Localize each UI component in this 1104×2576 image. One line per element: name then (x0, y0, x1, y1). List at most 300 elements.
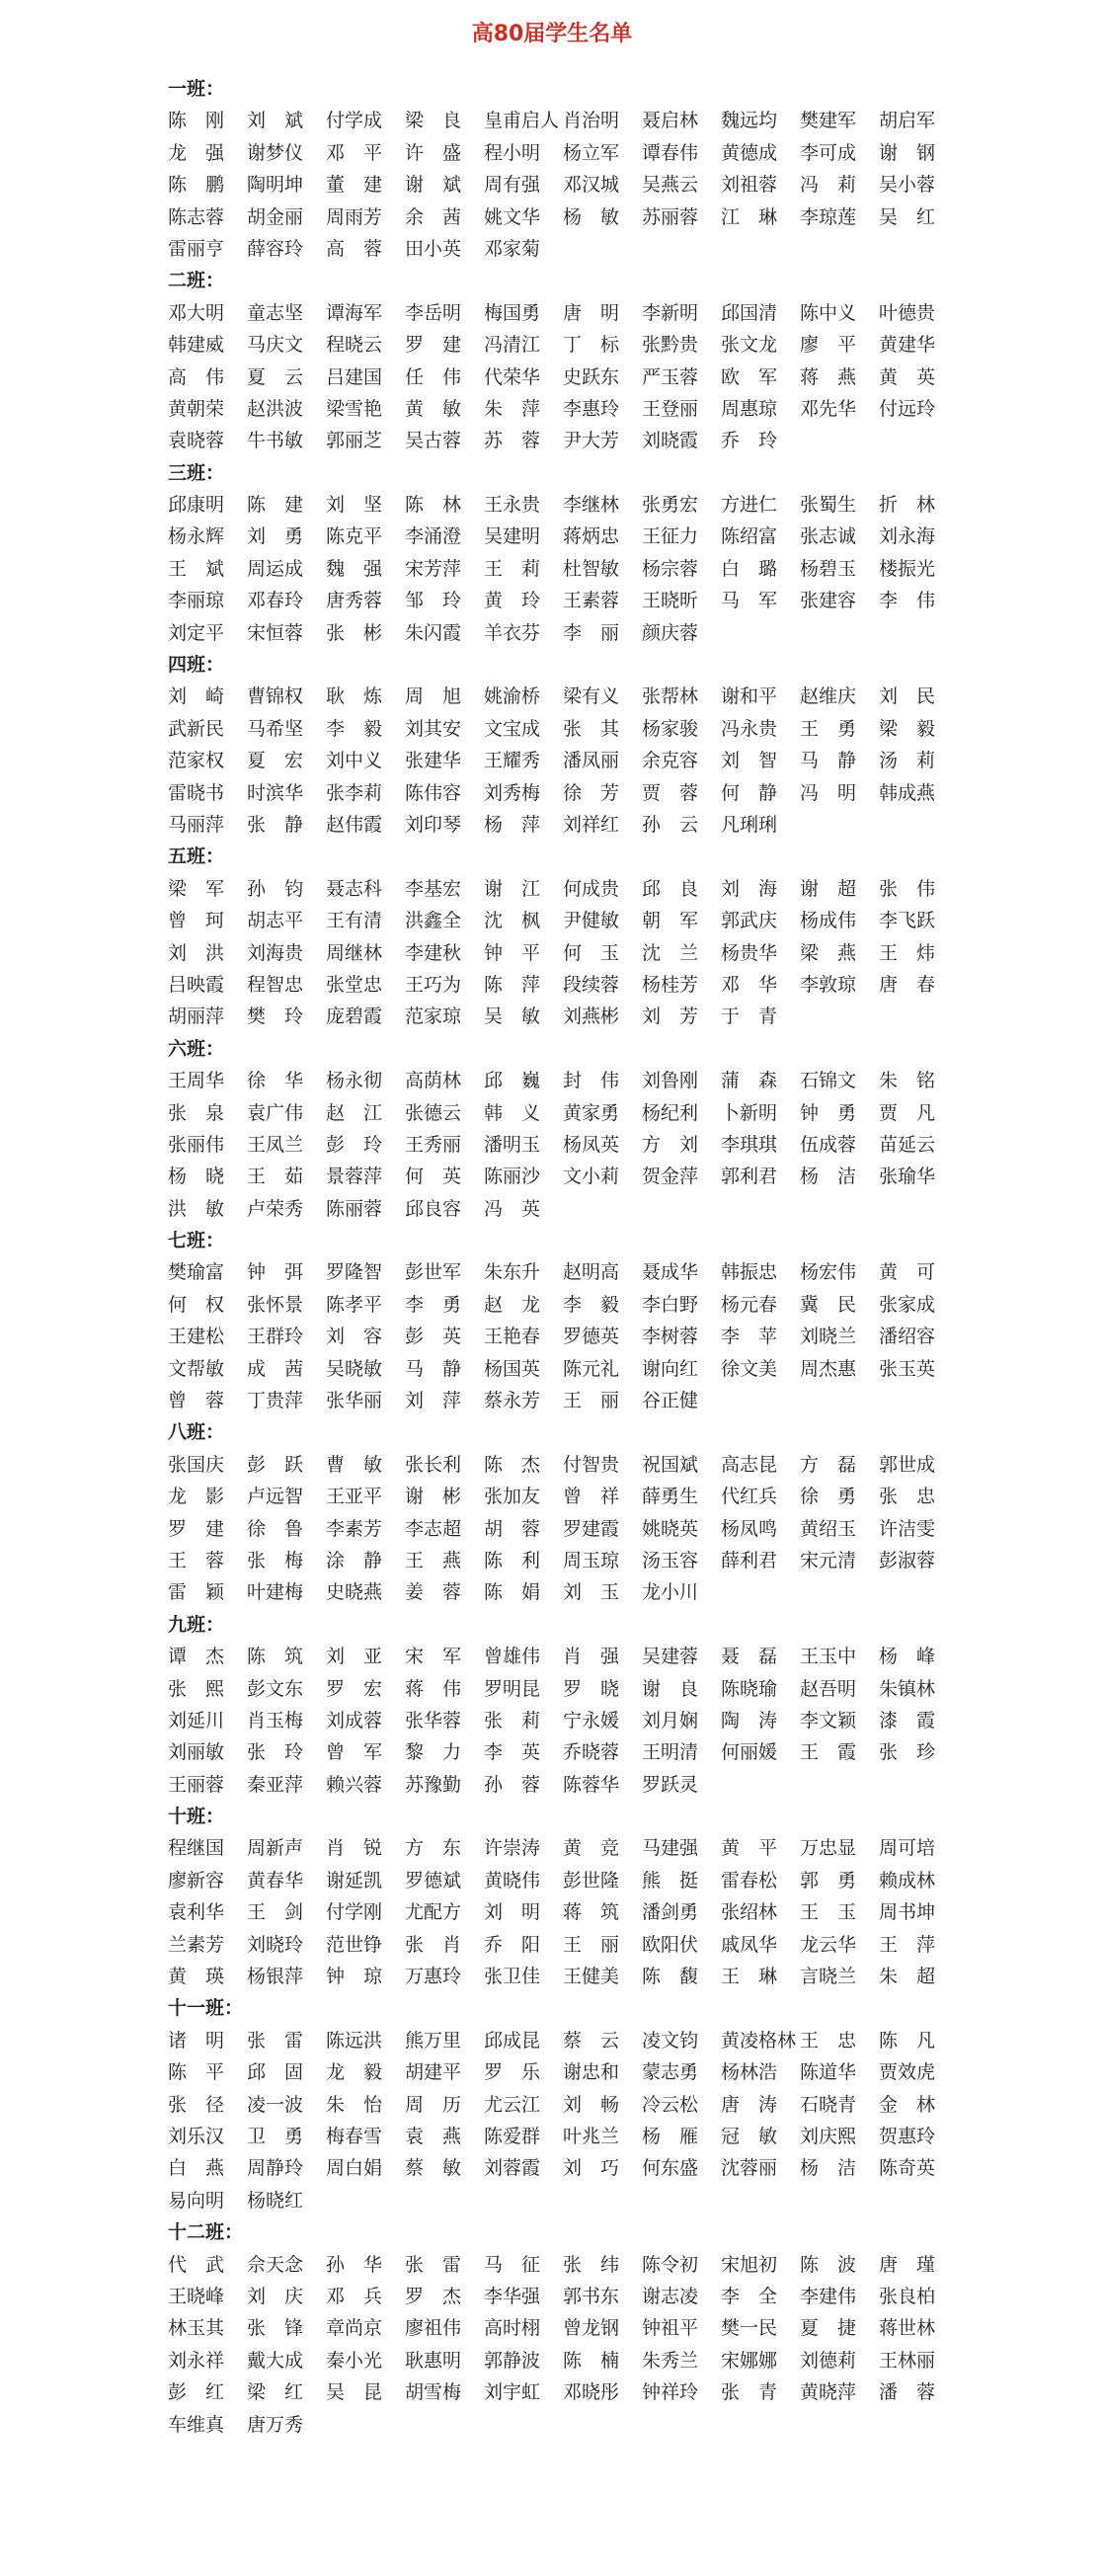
student-name: 诸 明 (168, 2029, 225, 2052)
student-name: 夏 捷 (800, 2317, 857, 2340)
student-name: 张李莉 (326, 781, 383, 804)
student-name: 蔡 云 (563, 2029, 620, 2052)
student-name: 程晓云 (326, 334, 383, 357)
student-name: 罗 建 (405, 334, 462, 357)
student-name: 唐 明 (563, 301, 620, 324)
student-name: 邓家菊 (484, 237, 541, 260)
student-name: 陈 馥 (642, 1966, 699, 1988)
name-row (168, 425, 958, 456)
student-name: 谢志凌 (642, 2285, 699, 2307)
student-name: 苗延云 (879, 1133, 936, 1156)
student-name: 李建伟 (800, 2285, 857, 2307)
student-name: 尤配方 (405, 1901, 462, 1924)
student-name: 秦小光 (326, 2349, 383, 2372)
student-name: 折 林 (879, 494, 936, 517)
name-row (168, 681, 958, 712)
student-name: 肖玉梅 (247, 1709, 304, 1731)
name-row (168, 873, 958, 905)
student-name: 冯 莉 (800, 174, 857, 197)
student-name: 姜 蓉 (405, 1581, 462, 1604)
student-name: 罗 晓 (563, 1677, 620, 1700)
student-name: 王群玲 (247, 1326, 304, 1348)
student-name: 李白野 (642, 1293, 699, 1316)
student-name: 刘 崎 (168, 685, 225, 708)
student-name: 宋恒蓉 (247, 621, 304, 644)
student-name: 蔡 敏 (405, 2157, 462, 2180)
student-name: 程继国 (168, 1837, 225, 1860)
name-row (168, 1481, 958, 1512)
student-name: 周杰惠 (800, 1357, 857, 1380)
student-name: 周继林 (326, 941, 383, 964)
class-section (168, 1992, 958, 2216)
student-name: 王 茹 (247, 1166, 304, 1188)
name-row (168, 233, 958, 265)
student-name: 彭 英 (405, 1326, 462, 1348)
name-row (168, 201, 958, 233)
student-name: 白 璐 (721, 557, 778, 580)
student-name: 王晓昕 (642, 590, 699, 612)
name-row (168, 1129, 958, 1161)
student-name: 范家琼 (405, 1006, 462, 1028)
name-row (168, 2025, 958, 2056)
student-name: 陈元礼 (563, 1357, 620, 1380)
student-name: 羊衣芬 (484, 621, 541, 644)
student-name: 乔晓蓉 (563, 1741, 620, 1764)
student-name: 赵维庆 (800, 685, 857, 708)
student-name: 任 伟 (405, 365, 462, 388)
student-name: 郭武庆 (721, 910, 778, 932)
student-name: 薛勇生 (642, 1486, 699, 1508)
student-name: 李岳明 (405, 301, 462, 324)
student-name: 蒋 伟 (405, 1677, 462, 1700)
student-name: 赵吾明 (800, 1677, 857, 1700)
student-name: 刘 畅 (563, 2093, 620, 2116)
student-name: 姚文华 (484, 205, 541, 228)
name-row (168, 777, 958, 809)
student-name: 乔 玲 (721, 430, 778, 452)
student-name: 马庆文 (247, 334, 304, 357)
student-name: 聂成华 (642, 1261, 699, 1284)
student-name: 王健美 (563, 1966, 620, 1988)
student-name: 谢忠和 (563, 2061, 620, 2084)
name-row (168, 2409, 958, 2441)
student-name: 罗建霞 (563, 1517, 620, 1540)
student-name: 潘明玉 (484, 1133, 541, 1156)
name-row (168, 2056, 958, 2088)
student-name: 杨贵华 (721, 941, 778, 964)
student-name: 刘 芳 (642, 1006, 699, 1028)
student-name: 刘祖蓉 (721, 174, 778, 197)
student-name: 高 蓉 (326, 237, 383, 260)
student-name: 刘 智 (721, 750, 778, 772)
name-row (168, 905, 958, 936)
student-name: 聂 磊 (721, 1646, 778, 1668)
student-name: 何 静 (721, 781, 778, 804)
student-name: 陈克平 (326, 525, 383, 548)
student-name: 朱 萍 (484, 397, 541, 420)
student-name: 洪鑫全 (405, 910, 462, 932)
student-name: 陈奇英 (879, 2157, 936, 2180)
student-name: 黄 瑛 (168, 1966, 225, 1988)
student-name: 韩建威 (168, 334, 225, 357)
student-name: 刘蓉霞 (484, 2157, 541, 2180)
student-name: 陈 萍 (484, 973, 541, 996)
student-name: 朱闪霞 (405, 621, 462, 644)
student-name: 颜庆蓉 (642, 621, 699, 644)
student-name: 廖祖伟 (405, 2317, 462, 2340)
student-name: 夏 云 (247, 365, 304, 388)
student-name: 王耀秀 (484, 750, 541, 772)
student-name: 时滨华 (247, 781, 304, 804)
student-name: 邓 兵 (326, 2285, 383, 2307)
student-name: 黎 力 (405, 1741, 462, 1764)
name-row (168, 1576, 958, 1608)
student-name: 刘燕彬 (563, 1006, 620, 1028)
student-name: 佘天念 (247, 2253, 304, 2276)
name-row (168, 489, 958, 521)
student-name: 高时栩 (484, 2317, 541, 2340)
student-name: 汤玉容 (642, 1549, 699, 1571)
student-name: 杨永彻 (326, 1070, 383, 1092)
name-row (168, 137, 958, 169)
student-name: 于 青 (721, 1006, 778, 1028)
student-name: 秦亚萍 (247, 1773, 304, 1796)
student-name: 宋 军 (405, 1646, 462, 1668)
student-name: 乔 阳 (484, 1933, 541, 1956)
student-name: 伍成蓉 (800, 1133, 857, 1156)
name-row (168, 1193, 958, 1225)
student-name: 刘 萍 (405, 1390, 462, 1412)
name-row (168, 937, 958, 969)
student-name: 韩 义 (484, 1101, 541, 1124)
student-name: 张 静 (247, 813, 304, 836)
student-name: 彭文东 (247, 1677, 304, 1700)
student-name: 夏 宏 (247, 750, 304, 772)
student-name: 张勇宏 (642, 494, 699, 517)
student-name: 张加友 (484, 1486, 541, 1508)
student-name: 陈 凡 (879, 2029, 936, 2052)
student-name: 邓先华 (800, 397, 857, 420)
name-row (168, 2185, 958, 2216)
student-name: 周白娟 (326, 2157, 383, 2180)
student-name: 邓大明 (168, 301, 225, 324)
student-name: 方 刘 (642, 1133, 699, 1156)
student-name: 邓汉城 (563, 174, 620, 197)
student-name: 王艳春 (484, 1326, 541, 1348)
student-name: 陈丽蓉 (326, 1197, 383, 1220)
student-name: 贺惠玲 (879, 2126, 936, 2147)
student-name: 兰素芳 (168, 1933, 225, 1956)
student-name: 胡志平 (247, 910, 304, 932)
student-name: 史跃东 (563, 365, 620, 388)
student-name: 潘凤丽 (563, 750, 620, 772)
student-name: 黄春华 (247, 1869, 304, 1892)
student-name: 耿惠明 (405, 2349, 462, 2372)
student-name: 肖治明 (563, 110, 620, 132)
class-section (168, 1801, 958, 1992)
student-name: 黄德成 (721, 141, 778, 164)
student-name: 卫 勇 (247, 2126, 304, 2147)
student-name: 周可培 (879, 1837, 936, 1860)
name-row (168, 1545, 958, 1576)
student-name: 张绍林 (721, 1901, 778, 1924)
student-name: 李琪琪 (721, 1133, 778, 1156)
student-name: 牛书敏 (247, 430, 304, 452)
student-name: 许 盛 (405, 141, 462, 164)
student-name: 尤云江 (484, 2093, 541, 2116)
student-name: 杨银萍 (247, 1966, 304, 1988)
student-name: 杨 晓 (168, 1166, 225, 1188)
student-name: 吴晓敏 (326, 1357, 383, 1380)
student-name: 李 全 (721, 2285, 778, 2307)
student-name: 李敦琼 (800, 973, 857, 996)
student-name: 杨晓红 (247, 2189, 304, 2212)
student-name: 何成贵 (563, 877, 620, 900)
student-name: 武新民 (168, 717, 225, 740)
class-section (168, 1033, 958, 1225)
document-title: 高80届学生名单 (471, 22, 633, 46)
student-name: 杨 雁 (642, 2126, 699, 2147)
name-row (168, 1097, 958, 1129)
student-name: 雷丽亨 (168, 237, 225, 260)
student-name: 金 林 (879, 2093, 936, 2116)
student-name: 凌文钧 (642, 2029, 699, 2052)
student-name: 杨 敏 (563, 205, 620, 228)
student-name: 罗德英 (563, 1326, 620, 1348)
student-name: 李飞跃 (879, 910, 936, 932)
student-name: 樊一民 (721, 2317, 778, 2340)
student-name: 李 毅 (563, 1293, 620, 1316)
student-name: 李基宏 (405, 877, 462, 900)
student-name: 丁 标 (563, 334, 620, 357)
student-name: 韩振忠 (721, 1261, 778, 1284)
name-row (168, 393, 958, 425)
student-name: 郭 勇 (800, 1869, 857, 1892)
student-name: 王 炜 (879, 941, 936, 964)
student-name: 周惠琼 (721, 397, 778, 420)
student-name: 陈道华 (800, 2061, 857, 2084)
name-row (168, 2376, 958, 2408)
student-name: 贾 蓉 (642, 781, 699, 804)
student-name: 范家权 (168, 750, 225, 772)
student-name: 张华蓉 (405, 1709, 462, 1731)
student-name: 文帮敏 (168, 1357, 225, 1380)
student-name: 陈晓瑜 (721, 1677, 778, 1700)
student-name: 刘海贵 (247, 941, 304, 964)
class-header: 七班： (168, 1230, 225, 1252)
class-header: 四班： (168, 654, 225, 677)
student-name: 郭利君 (721, 1166, 778, 1188)
student-name: 王明清 (642, 1741, 699, 1764)
student-name: 王 剑 (247, 1901, 304, 1924)
student-name: 郭书东 (563, 2285, 620, 2307)
name-row (168, 1961, 958, 1992)
student-name: 袁 燕 (405, 2126, 462, 2147)
student-name: 王凤兰 (247, 1133, 304, 1156)
student-name: 陶明坤 (247, 174, 304, 197)
student-name: 杨碧玉 (800, 557, 857, 580)
student-name: 张 彬 (326, 621, 383, 644)
student-name: 白 燕 (168, 2157, 225, 2180)
student-name: 雷晓书 (168, 781, 225, 804)
student-name: 李树蓉 (642, 1326, 699, 1348)
student-name: 段续蓉 (563, 973, 620, 996)
name-row (168, 1929, 958, 1961)
student-name: 陈 林 (405, 494, 462, 517)
student-name: 车维真 (168, 2413, 225, 2436)
student-name: 罗跃灵 (642, 1773, 699, 1796)
name-row (168, 1385, 958, 1416)
class-section (168, 265, 958, 456)
student-name: 戴大成 (247, 2349, 304, 2372)
student-name: 欧阳伏 (642, 1933, 699, 1956)
name-row (168, 329, 958, 361)
student-name: 罗 杰 (405, 2285, 462, 2307)
student-name: 吴 敏 (484, 1006, 541, 1028)
student-name: 张 伟 (879, 877, 936, 900)
student-name: 刘月娴 (642, 1709, 699, 1731)
student-name: 王 蓉 (168, 1549, 225, 1571)
student-name: 刘 海 (721, 877, 778, 900)
student-name: 王亚平 (326, 1486, 383, 1508)
student-name: 陈 鹏 (168, 174, 225, 197)
student-name: 谢 斌 (405, 174, 462, 197)
student-name: 杨立军 (563, 141, 620, 164)
student-name: 王 萍 (879, 1933, 936, 1956)
student-name: 熊 挺 (642, 1869, 699, 1892)
name-row (168, 1161, 958, 1192)
student-name: 余 茜 (405, 205, 462, 228)
student-name: 曾 蓉 (168, 1390, 225, 1412)
student-name: 杨凤英 (563, 1133, 620, 1156)
class-section (168, 1225, 958, 1416)
student-name: 杨成伟 (800, 910, 857, 932)
student-name: 刘 容 (326, 1326, 383, 1348)
student-name: 肖 锐 (326, 1837, 383, 1860)
student-name: 彭 玲 (326, 1133, 383, 1156)
class-section (168, 649, 958, 841)
student-name: 吴建明 (484, 525, 541, 548)
student-name: 陈 筑 (247, 1646, 304, 1668)
student-name: 方 东 (405, 1837, 462, 1860)
student-name: 朱秀兰 (642, 2349, 699, 2372)
student-name: 徐 芳 (563, 781, 620, 804)
student-name: 凌一波 (247, 2093, 304, 2116)
student-name: 樊建军 (800, 110, 857, 132)
student-name: 陈丽沙 (484, 1166, 541, 1188)
name-row (168, 1065, 958, 1096)
student-name: 黄晓伟 (484, 1869, 541, 1892)
student-name: 刘乐汉 (168, 2126, 225, 2147)
class-section (168, 841, 958, 1032)
student-name: 杨纪利 (642, 1101, 699, 1124)
name-row (168, 1001, 958, 1032)
student-name: 李 毅 (326, 717, 383, 740)
name-row (168, 1896, 958, 1928)
student-name: 钟 平 (484, 941, 541, 964)
student-name: 李可成 (800, 141, 857, 164)
student-name: 王建松 (168, 1326, 225, 1348)
student-name: 唐 涛 (721, 2093, 778, 2116)
student-name: 张丽伟 (168, 1133, 225, 1156)
student-name: 沈 枫 (484, 910, 541, 932)
student-name: 胡金丽 (247, 205, 304, 228)
student-name: 王 燕 (405, 1549, 462, 1571)
student-name: 李华强 (484, 2285, 541, 2307)
student-name: 叶建梅 (247, 1581, 304, 1604)
student-name: 胡 蓉 (484, 1517, 541, 1540)
name-row (168, 1256, 958, 1288)
student-name: 黄建华 (879, 334, 936, 357)
name-row (168, 2249, 958, 2281)
student-name: 张 雷 (247, 2029, 304, 2052)
student-name: 蒋炳忠 (563, 525, 620, 548)
student-name: 冯 英 (484, 1197, 541, 1220)
name-row (168, 1705, 958, 1736)
student-name: 张 泉 (168, 1101, 225, 1124)
student-name: 耿 炼 (326, 685, 383, 708)
student-name: 雷春松 (721, 1869, 778, 1892)
student-name: 杨元春 (721, 1293, 778, 1316)
student-name: 李素芳 (326, 1517, 383, 1540)
student-name: 谭海军 (326, 301, 383, 324)
student-name: 徐 勇 (800, 1486, 857, 1508)
student-name: 郭丽芝 (326, 430, 383, 452)
student-name: 刘 庆 (247, 2285, 304, 2307)
student-name: 樊瑜富 (168, 1261, 225, 1284)
name-row (168, 553, 958, 585)
student-name: 陈 楠 (563, 2349, 620, 2372)
student-name: 赵 龙 (484, 1293, 541, 1316)
name-row (168, 105, 958, 136)
student-name: 赵明高 (563, 1261, 620, 1284)
student-name: 代荣华 (484, 365, 541, 388)
student-name: 刘晓霞 (642, 430, 699, 452)
student-name: 洪 敏 (168, 1197, 225, 1220)
student-name: 周运成 (247, 557, 304, 580)
student-name: 李琼莲 (800, 205, 857, 228)
student-name: 叶兆兰 (563, 2126, 620, 2147)
student-name: 聂志科 (326, 877, 383, 900)
student-name: 郭静波 (484, 2349, 541, 2372)
student-name: 文宝成 (484, 717, 541, 740)
student-name: 曹 敏 (326, 1453, 383, 1476)
student-name: 王 勇 (800, 717, 857, 740)
student-name: 张长利 (405, 1453, 462, 1476)
student-name: 朱东升 (484, 1261, 541, 1284)
student-name: 吴小蓉 (879, 174, 936, 197)
class-section (168, 1416, 958, 1608)
student-name: 谢 江 (484, 877, 541, 900)
name-row (168, 1832, 958, 1864)
student-name: 李惠玲 (563, 397, 620, 420)
student-name: 邓 平 (326, 141, 383, 164)
student-name: 许洁雯 (879, 1517, 936, 1540)
student-name: 刘丽敏 (168, 1741, 225, 1764)
student-name: 刘 玉 (563, 1581, 620, 1604)
student-name: 王林丽 (879, 2349, 936, 2372)
student-name: 朱 铭 (879, 1070, 936, 1092)
student-name: 张 其 (563, 717, 620, 740)
student-name: 冯 明 (800, 781, 857, 804)
student-name: 冷云松 (642, 2093, 699, 2116)
student-name: 朱 超 (879, 1966, 936, 1988)
student-name: 石锦文 (800, 1070, 857, 1092)
student-name: 张德云 (405, 1101, 462, 1124)
student-name: 卜新明 (721, 1101, 778, 1124)
student-name: 许崇涛 (484, 1837, 541, 1860)
student-name: 张华丽 (326, 1390, 383, 1412)
